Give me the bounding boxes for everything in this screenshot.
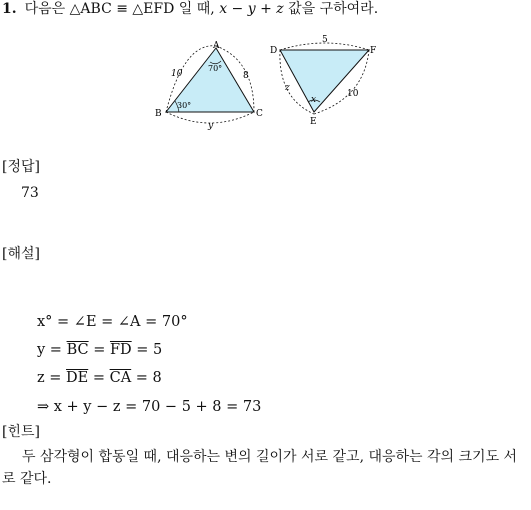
answer-value: 73	[21, 185, 39, 201]
side-de-label: z	[285, 83, 290, 93]
segment-fd: $\overline{FD}$	[109, 342, 132, 358]
segment-ca: $\overline{CA}$	[109, 370, 132, 386]
solution-line-3-post: = 8	[131, 370, 162, 386]
angle-e-label: x	[311, 95, 317, 105]
triangle-abc	[155, 41, 263, 131]
side-bc-label: y	[208, 121, 214, 131]
side-ab-label: 10	[171, 69, 183, 79]
solution-line-1: x° = ∠E = ∠A = 70°	[37, 314, 188, 330]
angle-b-label: 30°	[177, 101, 192, 110]
segment-bc: $\overline{BC}$	[66, 342, 89, 358]
solution-line-3-mid: =	[88, 370, 110, 386]
hint-heading: [힌트]	[2, 424, 40, 440]
vertex-c: C	[256, 109, 263, 119]
solution-line-2-pre: y =	[37, 342, 67, 358]
solution-line-4: ⇒ x + y − z = 70 − 5 + 8 = 73	[37, 399, 262, 415]
vertex-f: F	[370, 46, 377, 56]
vertex-e: E	[310, 117, 317, 127]
question-expression: x − y + z	[219, 1, 284, 17]
solution-heading: [해설]	[2, 246, 40, 262]
triangle-efd-shape	[280, 50, 369, 112]
solution-line-2	[37, 342, 162, 358]
vertex-b: B	[155, 109, 162, 119]
side-df-label: 5	[322, 35, 328, 45]
solution-line-3	[37, 370, 162, 386]
side-ef-label: 10	[347, 89, 359, 99]
vertex-d: D	[270, 46, 278, 56]
side-ac-label: 8	[243, 71, 249, 81]
question-number: 1.	[2, 1, 17, 17]
answer-heading: [정답]	[2, 159, 40, 175]
question-line	[2, 0, 378, 18]
solution-line-3-pre: z =	[37, 370, 67, 386]
segment-de: $\overline{DE}$	[66, 370, 89, 386]
vertex-a: A	[213, 41, 220, 51]
triangles-figure	[150, 35, 377, 131]
triangle-efd	[270, 35, 376, 127]
solution-line-2-post: = 5	[131, 342, 163, 358]
solution-line-2-mid: =	[88, 342, 110, 358]
hint-text: 두 삼각형이 합동일 때, 대응하는 변의 길이가 서로 같고, 대응하는 각의 크기도 서로 같다.	[2, 449, 518, 487]
angle-a-label: 70°	[208, 64, 223, 73]
question-text-before: 다음은 △ABC ≡ △EFD 일 때,	[24, 1, 220, 17]
question-text-after: 값을 구하여라.	[283, 1, 379, 17]
